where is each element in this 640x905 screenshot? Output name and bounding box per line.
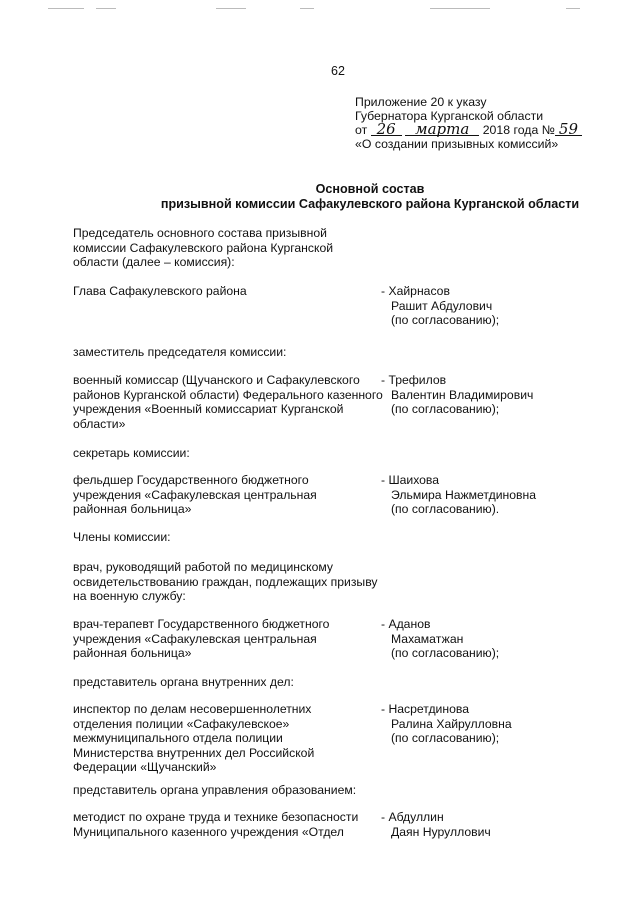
entry-right-adanov xyxy=(381,617,631,661)
member-given-name: Ралина Хайрулловна xyxy=(391,716,512,731)
entry-right-nasretdinova xyxy=(381,702,631,746)
member-surname: - Абдуллин xyxy=(381,810,444,824)
entry-left-juvenile-inspector: инспектор по делам несовершеннолетних отделения полиции «Сафакулевское» межмуниципального отдела полиции Министерства внутренних дел Российской Федерации «Щучанский» xyxy=(73,702,315,775)
member-surname: - Хайрнасов xyxy=(381,284,450,298)
scan-artifact xyxy=(48,8,84,9)
handwritten-decree-number: 59 xyxy=(555,123,582,136)
title-line-1: Основной состав xyxy=(315,182,425,196)
scan-artifact xyxy=(430,8,490,9)
member-surname: - Шаихова xyxy=(381,473,440,487)
scan-artifact xyxy=(96,8,116,9)
appendix-line-1: Приложение 20 к указу xyxy=(355,95,487,109)
entry-left-methodist: методист по охране труда и технике безопасности Муниципального казенного учреждения «Отдел xyxy=(73,810,359,839)
member-note: (по согласованию); xyxy=(391,402,500,417)
chairman-heading: Председатель основного состава призывной комиссии Сафакулевского района Курганской области (далее – комиссия): xyxy=(73,226,334,270)
medical-heading: врач, руководящий работой по медицинскому освидетельствованию граждан, подлежащих призыву на военную службу: xyxy=(73,560,378,604)
member-surname: - Насретдинова xyxy=(381,702,469,716)
member-note: (по согласованию); xyxy=(391,731,500,746)
title-line-2: призывной комиссии Сафакулевского района Курганской области xyxy=(160,197,580,211)
member-note: (по согласованию); xyxy=(391,646,500,661)
handwritten-day: 26 xyxy=(371,123,402,136)
appendix-header xyxy=(355,95,582,151)
entry-right-shaikhova xyxy=(381,473,631,517)
entry-left-head-of-district: Глава Сафакулевского района xyxy=(73,284,247,298)
member-given-name: Махаматжан xyxy=(391,631,464,646)
date-prefix: от xyxy=(355,123,368,137)
entry-left-paramedic: фельдшер Государственного бюджетного учреждения «Сафакулевская центральная районная больница» xyxy=(73,473,317,517)
secretary-heading: секретарь комиссии: xyxy=(73,446,190,460)
members-heading: Члены комиссии: xyxy=(73,530,171,544)
police-heading: представитель органа внутренних дел: xyxy=(73,675,294,689)
entry-left-military-commissar: военный комиссар (Щучанского и Сафакулевского районов Курганской области) Федерального казенного учреждения «Военный комиссариат Курганской области» xyxy=(73,373,383,431)
scan-artifact xyxy=(566,8,580,9)
education-heading: представитель органа управления образованием: xyxy=(73,783,357,797)
member-note: (по согласованию). xyxy=(391,502,500,517)
entry-right-abdullin xyxy=(381,810,631,839)
entry-right-trefilov xyxy=(381,373,631,417)
member-given-name: Эльмира Нажметдиновна xyxy=(391,487,537,502)
scan-artifact xyxy=(300,8,314,9)
appendix-date-line xyxy=(355,120,582,138)
member-surname: - Аданов xyxy=(381,617,431,631)
appendix-line-2: Губернатора Курганской области xyxy=(355,109,544,123)
deputy-heading: заместитель председателя комиссии: xyxy=(73,345,287,359)
member-given-name: Рашит Абдулович xyxy=(391,298,493,313)
member-note: (по согласованию); xyxy=(391,313,500,328)
document-title xyxy=(90,182,640,212)
page-number: 62 xyxy=(331,64,345,78)
entry-right-khairnasov xyxy=(381,284,631,328)
handwritten-month: марта xyxy=(405,123,479,136)
date-suffix: 2018 года № xyxy=(482,123,555,137)
appendix-line-4: «О создании призывных комиссий» xyxy=(355,137,559,151)
member-given-name: Валентин Владимирович xyxy=(391,387,534,402)
member-given-name: Даян Нуруллович xyxy=(391,824,491,839)
member-surname: - Трефилов xyxy=(381,373,447,387)
scan-artifact xyxy=(216,8,246,9)
entry-left-therapist: врач-терапевт Государственного бюджетного учреждения «Сафакулевская центральная районная больница» xyxy=(73,617,330,661)
